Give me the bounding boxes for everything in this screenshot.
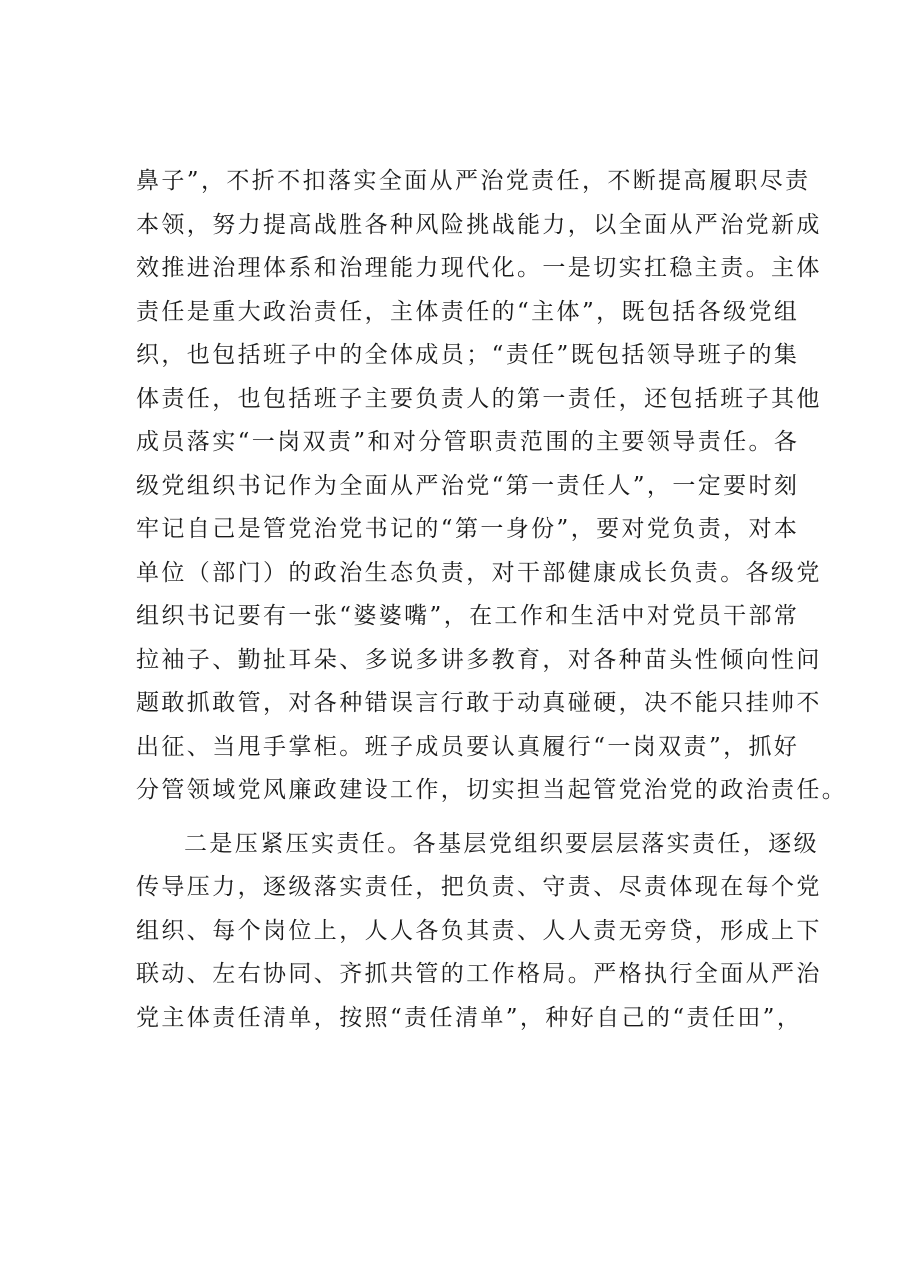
text-line: 单位（部门）的政治生态负责，对干部健康成长负责。各级党 — [136, 559, 822, 586]
text-line: 党主体责任清单，按照“责任清单”，种好自己的“责任田”， — [136, 1004, 803, 1031]
text-line: 效推进治理体系和治理能力现代化。一是切实扛稳主责。主体 — [136, 255, 822, 281]
text-line: 牢记自己是管党治党书记的“第一身份”，要对党负责，对本 — [136, 516, 800, 542]
paragraph-1 — [136, 160, 848, 813]
text-line: 责任是重大政治责任，主体责任的“主体”，既包括各级党组 — [136, 298, 800, 325]
text-line: 拉袖子、勤扯耳朵、多说多讲多教育，对各种苗头性倾向性问 — [136, 646, 822, 673]
text-line: 成员落实“一岗双责”和对分管职责范围的主要领导责任。各 — [136, 429, 800, 455]
text-line: 鼻子”，不折不扣落实全面从严治党责任，不断提高履职尽责 — [136, 168, 811, 194]
text-line: 组织、每个岗位上，人人各负其责、人人责无旁贷，形成上下 — [136, 917, 822, 944]
paragraph-2 — [136, 823, 822, 1041]
text-line: 分管领域党风廉政建设工作，切实担当起管党治党的政治责任。 — [136, 777, 848, 803]
text-line: 联动、左右协同、齐抓共管的工作格局。严格执行全面从严治 — [136, 961, 822, 987]
text-line: 二是压紧压实责任。各基层党组织要层层落实责任，逐级 — [184, 830, 819, 857]
text-line: 题敢抓敢管，对各种错误言行敢于动真碰硬，决不能只挂帅不 — [136, 690, 822, 716]
text-line: 组织书记要有一张“婆婆嘴”，在工作和生活中对党员干部常 — [136, 603, 800, 629]
text-line: 出征、当甩手掌柜。班子成员要认真履行“一岗双责”，抓好 — [136, 733, 800, 760]
paragraph-spacer — [136, 813, 796, 823]
text-line: 级党组织书记作为全面从严治党“第一责任人”，一定要时刻 — [136, 472, 800, 499]
text-line: 传导压力，逐级落实责任，把负责、守责、尽责体现在每个党 — [136, 874, 822, 900]
text-line: 体责任，也包括班子主要负责人的第一责任，还包括班子其他 — [136, 385, 822, 412]
text-line: 本领，努力提高战胜各种风险挑战能力，以全面从严治党新成 — [136, 211, 822, 238]
text-line: 织，也包括班子中的全体成员；“责任”既包括领导班子的集 — [136, 342, 800, 368]
document-body — [136, 160, 848, 1040]
